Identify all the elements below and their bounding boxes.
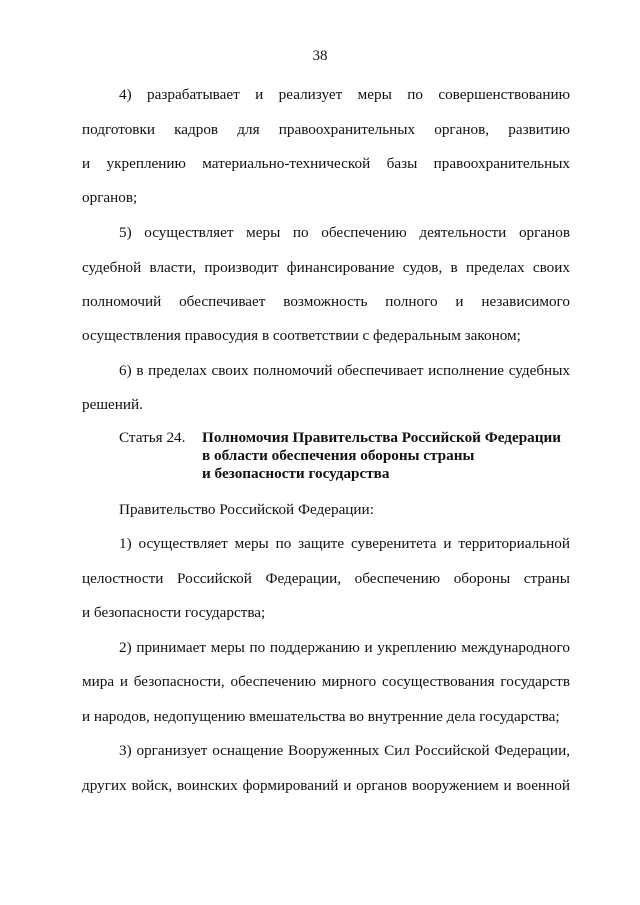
text-line: других войск, воинских формирований и органов вооружением и военной [82, 777, 570, 794]
text-line: 1) осуществляет меры по защите суверенитета и территориальной [119, 535, 570, 552]
text-line: подготовки кадров для правоохранительных органов, развитию [82, 121, 570, 138]
article-title-line: в области обеспечения обороны страны [202, 447, 475, 464]
text-line: органов; [82, 189, 138, 206]
text-line: 3) организует оснащение Вооруженных Сил Российской Федерации, [119, 742, 570, 759]
text-line: судебной власти, производит финансирование судов, в пределах своих [82, 259, 570, 276]
text-line: решений. [82, 396, 143, 413]
text-line: и народов, недопущению вмешательства во внутренние дела государства; [82, 708, 560, 725]
page-number: 38 [312, 48, 328, 64]
text-line: 6) в пределах своих полномочий обеспечивает исполнение судебных [119, 362, 570, 379]
text-line: 5) осуществляет меры по обеспечению деятельности органов [119, 224, 570, 241]
text-line: 4) разрабатывает и реализует меры по совершенствованию [119, 86, 570, 103]
article-title-line: и безопасности государства [202, 465, 390, 482]
text-line: осуществления правосудия в соответствии с федеральным законом; [82, 327, 521, 344]
text-line: полномочий обеспечивает возможность полного и независимого [82, 293, 570, 310]
text-line: и укреплению материально-технической базы правоохранительных [82, 155, 570, 172]
article-title-line: Полномочия Правительства Российской Федерации [202, 429, 562, 446]
text-line: целостности Российской Федерации, обеспечению обороны страны [82, 570, 570, 587]
article-label: Статья 24. [119, 429, 186, 446]
text-line: мира и безопасности, обеспечению мирного сосуществования государств [82, 673, 570, 690]
text-line: и безопасности государства; [82, 604, 266, 621]
text-line: 2) принимает меры по поддержанию и укреплению международного [119, 639, 570, 656]
text-line: Правительство Российской Федерации: [119, 501, 374, 518]
